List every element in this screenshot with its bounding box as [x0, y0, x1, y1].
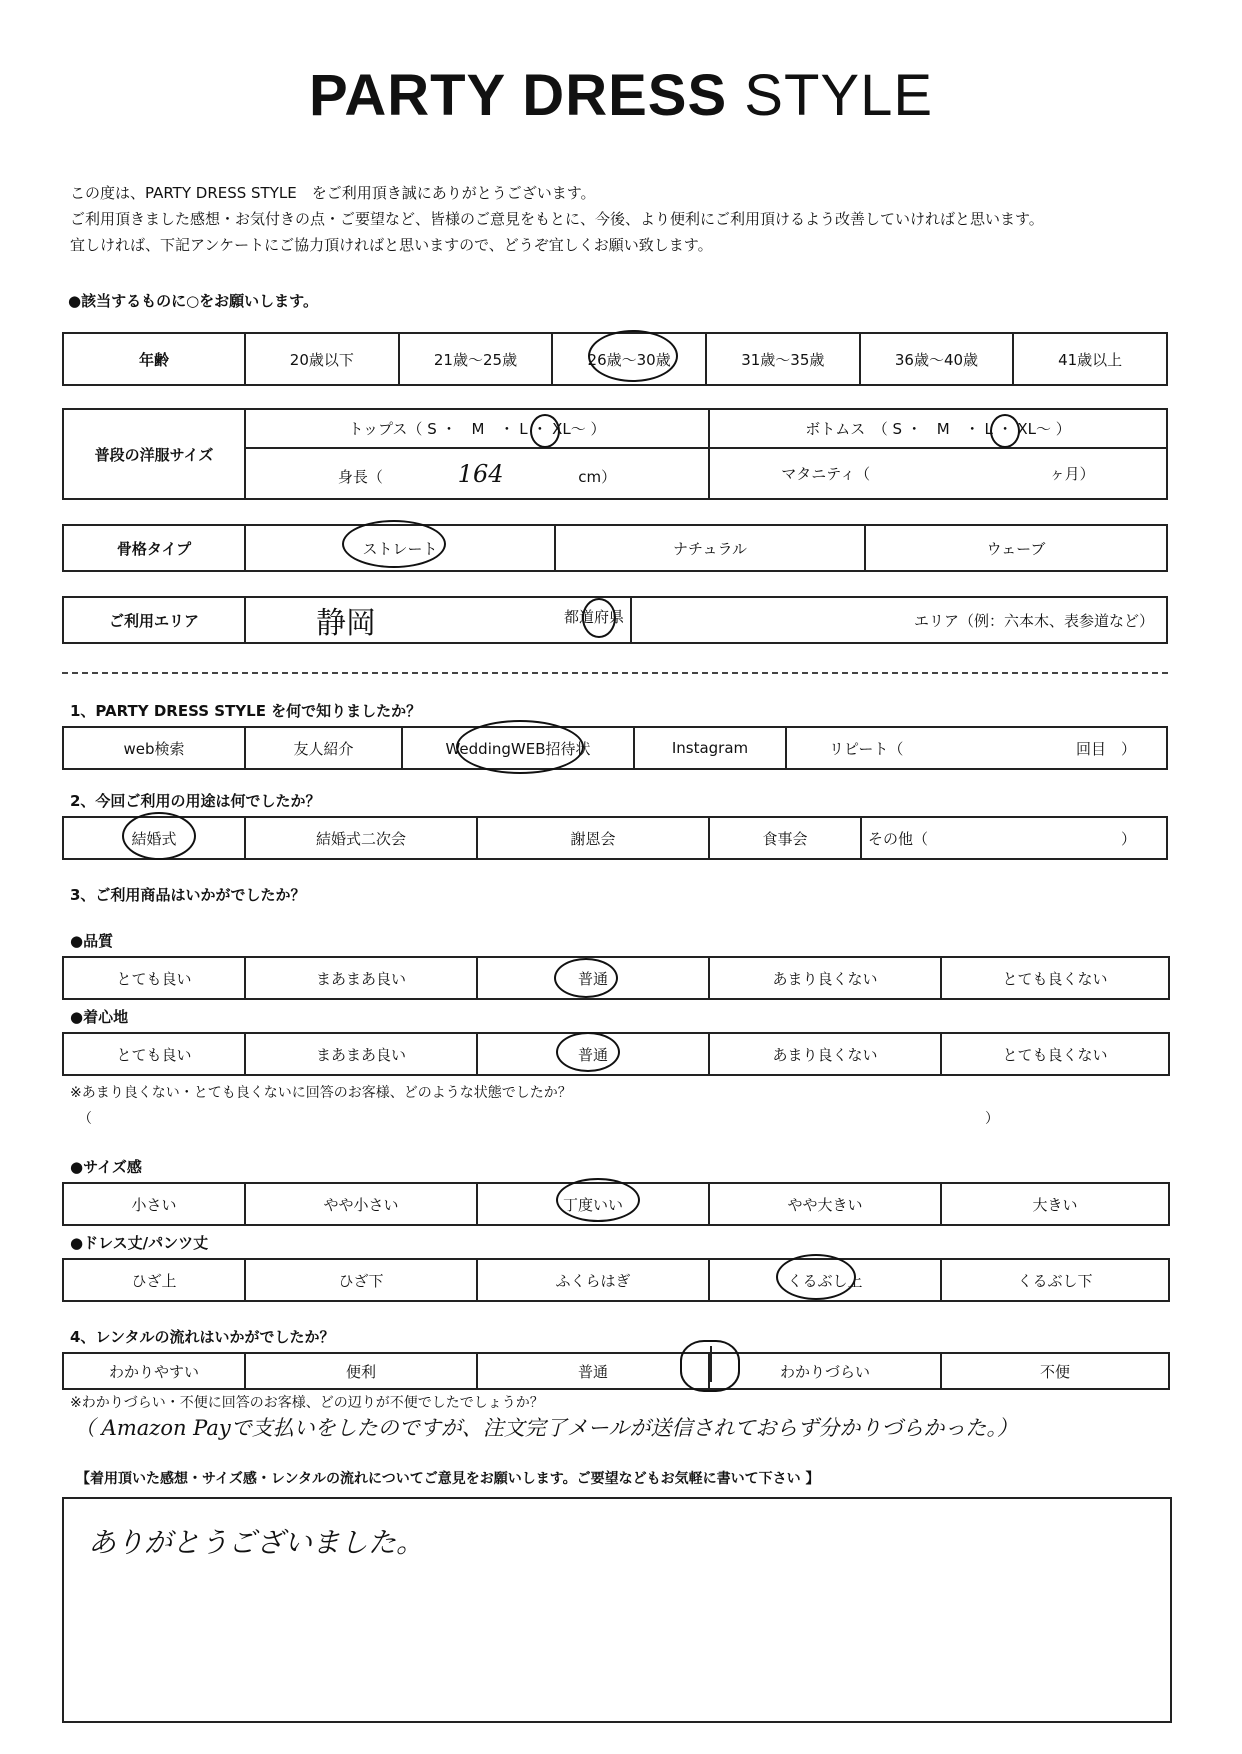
quality-option[interactable]: とても良い — [63, 957, 245, 999]
quality-option-selected[interactable]: 普通 — [477, 957, 709, 999]
q4-title: 4、レンタルの流れはいかがでしたか？ — [70, 1328, 335, 1346]
prefecture-value: 静岡 — [316, 606, 376, 641]
selected-circle-mark — [554, 958, 618, 998]
q3-title: 3、ご利用商品はいかがでしたか？ — [70, 886, 306, 904]
size-label: 普段の洋服サイズ — [63, 409, 245, 499]
age-option-selected[interactable]: 26歳～30歳 — [552, 333, 706, 385]
prefecture-field[interactable] — [245, 597, 631, 643]
quality-option[interactable]: まあまあ良い — [245, 957, 477, 999]
q2-option[interactable]: 結婚式二次会 — [245, 817, 477, 859]
q4-answer: （ Amazon Payで支払いをしたのですが、注文完了メールが送信されておらず分かりづらかった。） — [74, 1416, 1018, 1440]
q1-option[interactable]: 友人紹介 — [245, 727, 402, 769]
age-option[interactable]: 41歳以上 — [1013, 333, 1167, 385]
length-option[interactable]: ふくらはぎ — [477, 1259, 709, 1301]
q4-option[interactable]: 普通 — [477, 1353, 709, 1389]
prefecture-circle-mark — [582, 598, 616, 638]
bottoms-circle-mark — [990, 414, 1020, 448]
length-option-selected[interactable]: くるぶし上 — [709, 1259, 941, 1301]
age-option[interactable]: 36歳～40歳 — [860, 333, 1014, 385]
q2-other-suffix: ） — [1120, 829, 1136, 848]
age-option[interactable]: 21歳～25歳 — [399, 333, 553, 385]
q4-option-selected[interactable]: わかりづらい — [709, 1353, 941, 1389]
q1-repeat-field[interactable] — [786, 727, 1167, 769]
q1-repeat-prefix: リピート（ — [829, 739, 904, 758]
q1-option-selected[interactable]: WeddingWEB招待状 — [402, 727, 634, 769]
height-prefix: 身長（ — [337, 467, 383, 486]
brand-title — [0, 62, 1242, 129]
tops-size-field[interactable]: トップス（ S ・ M ・ L ・ XL～ ） — [245, 409, 709, 448]
comfort-option[interactable]: とても良くない — [941, 1033, 1169, 1075]
length-option[interactable]: ひざ下 — [245, 1259, 477, 1301]
intro-line-1: この度は、PARTY DRESS STYLE をご利用頂き誠にありがとうございます。 — [70, 184, 596, 202]
comfort-detail-open: （ — [78, 1111, 92, 1127]
height-value: 164 — [457, 459, 504, 488]
tops-circle-mark — [530, 414, 560, 448]
q1-option[interactable]: web検索 — [63, 727, 245, 769]
comfort-label: ●着心地 — [70, 1008, 129, 1026]
brand-title-light: STYLE — [744, 63, 934, 128]
maternity-suffix: ヶ月） — [1049, 465, 1095, 484]
body-type-option[interactable]: ウェーブ — [865, 525, 1167, 571]
body-type-option-selected[interactable]: ストレート — [245, 525, 555, 571]
age-label: 年齢 — [63, 333, 245, 385]
bottoms-size-field[interactable]: ボトムス （ S ・ M ・ L ・ XL～ ） — [709, 409, 1167, 448]
height-suffix: cm） — [578, 467, 617, 486]
q1-title: 1、PARTY DRESS STYLE を何で知りましたか？ — [70, 702, 422, 720]
handwritten-mark-line — [710, 1346, 712, 1382]
comfort-note: ※あまり良くない・とても良くないに回答のお客様、どのような状態でしたか？ — [70, 1085, 572, 1101]
brand-title-bold: PARTY DRESS — [308, 63, 728, 128]
comfort-option[interactable]: まあまあ良い — [245, 1033, 477, 1075]
q4-option[interactable]: わかりやすい — [63, 1353, 245, 1389]
selected-circle-mark — [588, 330, 678, 382]
q4-option[interactable]: 不便 — [941, 1353, 1169, 1389]
length-option[interactable]: くるぶし下 — [941, 1259, 1169, 1301]
selected-circle-mark — [556, 1032, 620, 1072]
section-divider — [62, 672, 1168, 674]
intro-text — [70, 180, 1044, 258]
intro-line-3: 宜しければ、下記アンケートにご協力頂ければと思いますので、どうぞ宜しくお願い致します。 — [70, 236, 713, 254]
comfort-option-selected[interactable]: 普通 — [477, 1033, 709, 1075]
quality-option[interactable]: とても良くない — [941, 957, 1169, 999]
fit-option-selected[interactable]: 丁度いい — [477, 1183, 709, 1225]
q2-other-prefix: その他（ — [868, 829, 929, 848]
comfort-option[interactable]: とても良い — [63, 1033, 245, 1075]
fit-option[interactable]: やや小さい — [245, 1183, 477, 1225]
intro-line-2: ご利用頂きました感想・お気付きの点・ご要望など、皆様のご意見をもとに、今後、より便利にご利用頂けるよう改善していければと思います。 — [70, 210, 1044, 228]
selected-circle-mark — [342, 520, 446, 568]
age-option[interactable]: 20歳以下 — [245, 333, 399, 385]
body-type-label: 骨格タイプ — [63, 525, 245, 571]
selected-circle-mark — [122, 812, 196, 860]
length-label: ●ドレス丈/パンツ丈 — [70, 1234, 209, 1252]
q2-title: 2、今回ご利用の用途は何でしたか？ — [70, 792, 321, 810]
q1-repeat-suffix: 回目 ） — [1075, 739, 1136, 758]
length-table — [62, 1258, 1170, 1302]
feedback-heading: 【着用頂いた感想・サイズ感・レンタルの流れについてご意見をお願いします。ご要望などもお気軽に書いて下さい 】 — [76, 1471, 820, 1487]
q4-table — [62, 1352, 1170, 1390]
q2-option-selected[interactable]: 結婚式 — [63, 817, 245, 859]
maternity-field[interactable] — [709, 448, 1167, 499]
age-option[interactable]: 31歳～35歳 — [706, 333, 860, 385]
feedback-answer: ありがとうございました。 — [88, 1526, 425, 1559]
area-label: ご利用エリア — [63, 597, 245, 643]
fit-option[interactable]: 小さい — [63, 1183, 245, 1225]
body-type-table — [62, 524, 1168, 572]
fit-option[interactable]: 大きい — [941, 1183, 1169, 1225]
maternity-prefix: マタニティ（ — [781, 465, 871, 484]
q1-table — [62, 726, 1168, 770]
selected-circle-mark — [556, 1178, 640, 1222]
profile-heading: ●該当するものに○をお願いします。 — [68, 292, 318, 310]
q1-option[interactable]: Instagram — [634, 727, 786, 769]
comfort-detail-close: ） — [985, 1111, 999, 1127]
selected-circle-mark — [456, 720, 584, 774]
q4-note: ※わかりづらい・不便に回答のお客様、どの辺りが不便でしたでしょうか？ — [70, 1395, 544, 1411]
area-hint[interactable]: エリア（例：六本木、表参道など） — [631, 597, 1167, 643]
q2-option[interactable]: 食事会 — [709, 817, 861, 859]
prefecture-label: 都道府県 — [563, 608, 624, 626]
height-field[interactable] — [245, 448, 709, 499]
feedback-box[interactable] — [62, 1497, 1172, 1723]
fit-label: ●サイズ感 — [70, 1158, 142, 1176]
quality-label: ●品質 — [70, 932, 114, 950]
selected-circle-mark — [776, 1254, 856, 1300]
q2-table — [62, 816, 1168, 860]
q2-option[interactable]: 謝恩会 — [477, 817, 709, 859]
body-type-option[interactable]: ナチュラル — [555, 525, 865, 571]
length-option[interactable]: ひざ上 — [63, 1259, 245, 1301]
q4-option[interactable]: 便利 — [245, 1353, 477, 1389]
q2-other-field[interactable] — [861, 817, 1167, 859]
comfort-option[interactable]: あまり良くない — [709, 1033, 941, 1075]
quality-option[interactable]: あまり良くない — [709, 957, 941, 999]
fit-option[interactable]: やや大きい — [709, 1183, 941, 1225]
